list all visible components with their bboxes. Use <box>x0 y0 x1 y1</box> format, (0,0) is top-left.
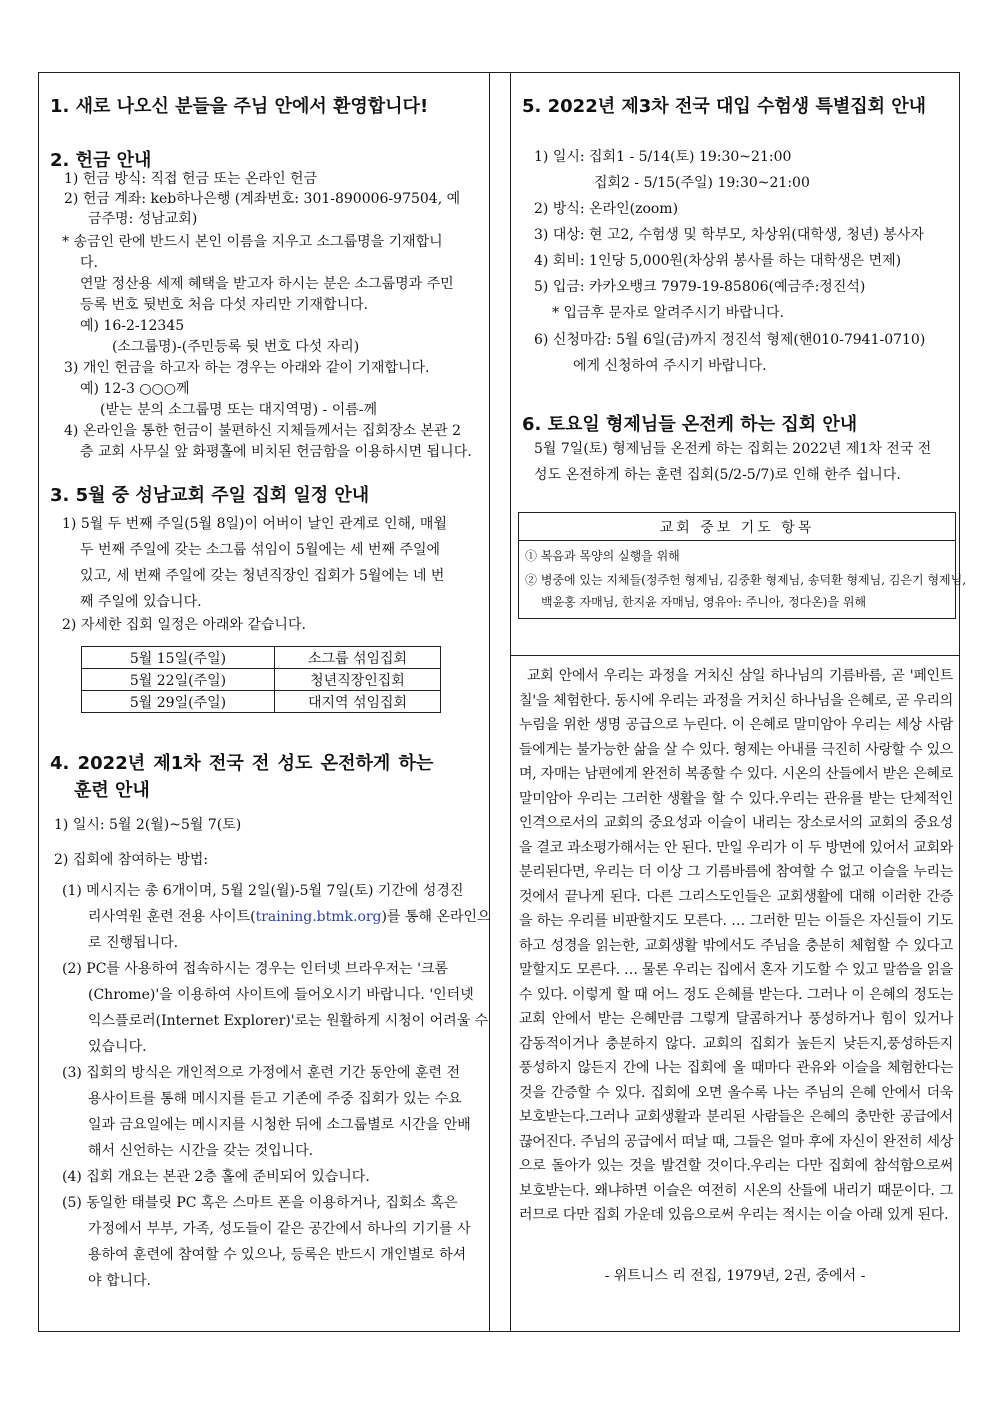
prayer-item: 백윤홍 자매님, 한지윤 자매님, 영유아: 주니아, 정다온)을 위해 <box>541 595 867 609</box>
offering-line: 연말 정산용 세제 혜택을 받고자 하시는 분은 소그룹명과 주민 <box>80 276 454 292</box>
training-method: 2) 집회에 참여하는 방법: <box>54 852 209 868</box>
training-line: (4) 집회 개요는 본관 2층 홀에 준비되어 있습니다. <box>62 1169 370 1185</box>
training-line: 가정에서 부부, 가족, 성도들이 같은 공간에서 하나의 기기를 사 <box>88 1221 471 1237</box>
prayer-item: ② 병중에 있는 지체들(정주헌 형제님, 김중환 형제님, 송덕환 형제님, 김은기 형제님, <box>525 573 967 587</box>
schedule-event: 소그룹 섞임집회 <box>275 647 441 669</box>
table-row <box>82 691 441 713</box>
training-line: 해서 신언하는 시간을 갖는 것입니다. <box>88 1143 314 1159</box>
exam-meeting-line: 3) 대상: 현 고2, 수험생 및 학부모, 차상위(대학생, 청년) 봉사자 <box>534 227 924 243</box>
schedule-table <box>81 646 441 713</box>
exam-meeting-line: 1) 일시: 집회1 - 5/14(토) 19:30~21:00 <box>534 149 792 165</box>
schedule-line: 째 주일에 있습니다. <box>80 594 202 610</box>
table-row <box>82 669 441 691</box>
right-column-divider <box>510 655 960 656</box>
exam-meeting-line: 4) 회비: 1인당 5,000원(차상위 봉사를 하는 대학생은 면제) <box>534 253 902 269</box>
schedule-event: 청년직장인집회 <box>275 669 441 691</box>
schedule-line: 있고, 세 번째 주일에 갖는 청년직장인 집회가 5월에는 네 번 <box>80 568 445 584</box>
offering-line: 다. <box>80 255 98 271</box>
offering-line: (소그룹명)-(주민등록 뒷 번호 다섯 자리) <box>112 339 360 355</box>
training-line: 있습니다. <box>88 1039 147 1055</box>
offering-line: 1) 헌금 방식: 직접 헌금 또는 온라인 헌금 <box>64 171 318 187</box>
offering-line: 층 교회 사무실 앞 화평홀에 비치된 헌금함을 이용하시면 됩니다. <box>80 444 472 460</box>
training-line: (5) 동일한 태블릿 PC 혹은 스마트 폰을 이용하거나, 집회소 혹은 <box>62 1195 458 1211</box>
section6-title: 6. 토요일 형제님들 온전케 하는 집회 안내 <box>522 414 858 435</box>
training-date: 1) 일시: 5월 2(월)~5월 7(토) <box>54 817 242 833</box>
essay-text: 교회 안에서 우리는 과정을 거치신 삼일 하나님의 기름바름, 곧 '페인트칠'을 체험한다. 동시에 우리는 과정을 거치신 하나님을 은혜로, 곧 우리의 누림을 위한 생명 공급으로 누린다. 이 은혜로 말미암아 우리는 세상 사람들에게는 불가능한 삶을 살 수 있다. 형제는 아내를 극진히 사랑할 수 있으며, 자매는 남편에게 완전히 복종할 수 있다. 시온의 산들에서 받은 은혜로 말미암아 우리는 그러한 생활을 할 수 있다.우리는 관유를 받는 단체적인 인격으로서의 교회의 중요성과 이슬이 내리는 장소로서의 교회의 중요성을 결코 과소평가해서는 안 된다. 만일 우리가 이 두 방면에 있어서 교회와 분리된다면, 우리는 더 이상 그 기름바름에 참여할 수 없고 이슬을 누리는 것에서 끝나게 된다. 다른 그리스도인들은 교회생활에 대해 이러한 간증을 하는 우리를 비판할지도 모른다. … 그러한 믿는 이들은 자신들이 기도하고 성경을 읽는한, 교회생활 밖에서도 주님을 충분히 체험할 수 있다고 말할지도 모른다. … 물론 우리는 집에서 혼자 기도할 수 있고 말씀을 읽을 수 있다. 이렇게 할 때 어느 정도 은혜를 받는다. 그러나 이 은혜의 정도는 교회 안에서 받는 은혜만큼 그렇게 달콤하거나 풍성하거나 힘이 있거나 감동적이거나 충분하지 않다. 교회의 집회가 높든지 낮든지,풍성하든지 풍성하지 않든지 간에 나는 집회에 올 때마다 관유와 이슬을 체험한다는것을 간증할 수 있다. 집회에 오면 올수록 나는 주님의 은혜 안에서 더욱 보호받는다.그러나 교회생활과 분리된 사람들은 은혜의 충만한 공급에서 끊어진다. 주님의 공급에서 떠날 때, 그들은 얼마 후에 자신이 완전히 세상으로 돌아가 있는 것을 발견할 것이다.우리는 다만 집회에 참석함으로써 보호받는다. 왜냐하면 이슬은 여전히 시온의 산들에 내리기 때문이다. 그러므로 다만 집회 가운데 있음으로써 우리는 적시는 이슬 아래 있게 된다. <box>519 668 953 1223</box>
section4-title: 4. 2022년 제1차 전국 전 성도 온전하게 하는 <box>50 753 434 774</box>
section1-title: 1. 새로 나오신 분들을 주님 안에서 환영합니다! <box>50 96 429 117</box>
offering-line: 2) 헌금 계좌: keb하나은행 (계좌번호: 301-890006-97504, 예 <box>64 191 461 207</box>
training-line: (Chrome)'을 이용하여 사이트에 들어오시기 바랍니다. '인터넷 <box>88 987 474 1003</box>
offering-line: 예) 12-3 ○○○께 <box>80 381 190 397</box>
section3-title: 3. 5월 중 성남교회 주일 집회 일정 안내 <box>50 485 370 506</box>
schedule-event: 대지역 섞임집회 <box>275 691 441 713</box>
training-line: 익스플로러(Internet Explorer)'로는 원활하게 시청이 어려울 수 <box>88 1013 489 1029</box>
schedule-line: 두 번째 주일에 갖는 소그룹 섞임이 5월에는 세 번째 주일에 <box>80 542 441 558</box>
offering-line: 등록 번호 뒷번호 처음 다섯 자리만 기재합니다. <box>80 297 369 313</box>
schedule-line: 1) 5월 두 번째 주일(5월 8일)이 어버이 날인 관계로 인해, 매월 <box>62 516 447 532</box>
column-divider-right <box>510 72 511 1332</box>
exam-meeting-line: 2) 방식: 온라인(zoom) <box>534 201 679 217</box>
training-line: 일과 금요일에는 메시지를 시청한 뒤에 소그룹별로 시간을 안배 <box>88 1117 471 1133</box>
prayer-item: ① 복음과 목양의 실행을 위해 <box>525 549 680 563</box>
essay-source: - 위트니스 리 전집, 1979년, 2권, 중에서 - <box>604 1268 866 1284</box>
prayer-title: 교회 중보 기도 항목 <box>659 520 815 536</box>
training-line: 용사이트를 통해 메시지를 듣고 기존에 주중 집회가 있는 수요 <box>88 1091 462 1107</box>
section5-title: 5. 2022년 제3차 전국 대입 수험생 특별집회 안내 <box>522 96 927 117</box>
section2-title: 2. 헌금 안내 <box>50 150 152 171</box>
training-line: (1) 메시지는 총 6개이며, 5월 2일(월)-5월 7일(토) 기간에 성경진 <box>62 883 464 899</box>
training-line: 야 합니다. <box>88 1273 151 1289</box>
schedule-date: 5월 22일(주일) <box>82 669 275 691</box>
prayer-divider <box>519 540 955 541</box>
schedule-line: 2) 자세한 집회 일정은 아래와 같습니다. <box>62 617 306 633</box>
training-line: (2) PC를 사용하여 접속하시는 경우는 인터넷 브라우저는 '크롬 <box>62 961 449 977</box>
training-line: 용하여 훈련에 참여할 수 있으나, 등록은 반드시 개인별로 하셔 <box>88 1247 467 1263</box>
offering-line: * 송금인 란에 반드시 본인 이름을 지우고 소그룹명을 기재합니 <box>62 234 443 250</box>
training-line: (3) 집회의 방식은 개인적으로 가정에서 훈련 기간 동안에 훈련 전 <box>62 1065 460 1081</box>
prayer-box <box>518 512 967 619</box>
saturday-meeting-line: 성도 온전하게 하는 훈련 집회(5/2-5/7)로 인해 한주 쉽니다. <box>534 467 901 483</box>
offering-line: 금주명: 성남교회) <box>88 211 198 227</box>
column-divider-left <box>489 72 490 1332</box>
exam-meeting-line: 에게 신청하여 주시기 바랍니다. <box>573 358 767 374</box>
offering-line: 예) 16-2-12345 <box>80 318 185 334</box>
section4-title-cont: 훈련 안내 <box>74 780 150 801</box>
schedule-date: 5월 29일(주일) <box>82 691 275 713</box>
offering-line: (받는 분의 소그룹명 또는 대지역명) - 이름-께 <box>100 402 377 418</box>
training-site-link[interactable]: training.btmk.org <box>255 909 382 925</box>
offering-line: 3) 개인 헌금을 하고자 하는 경우는 아래와 같이 기재합니다. <box>64 360 430 376</box>
exam-meeting-line: 5) 입금: 카카오뱅크 7979-19-85806(예금주:정진석) <box>534 279 866 295</box>
exam-meeting-line: 6) 신청마감: 5월 6일(금)까지 정진석 형제(핸010-7941-0710) <box>534 332 926 348</box>
training-line: 리사역원 훈련 전용 사이트(training.btmk.org)를 통해 온라인으 <box>88 909 491 925</box>
exam-meeting-line: 집회2 - 5/15(주일) 19:30~21:00 <box>594 175 810 191</box>
exam-meeting-line: * 입금후 문자로 알려주시기 바랍니다. <box>552 305 785 321</box>
training-line: 로 진행됩니다. <box>88 935 179 951</box>
offering-line: 4) 온라인을 통한 헌금이 불편하신 지체들께서는 집회장소 본관 2 <box>64 423 461 439</box>
table-row <box>82 647 441 669</box>
saturday-meeting-line: 5월 7일(토) 형제님들 온전케 하는 집회는 2022년 제1차 전국 전 <box>534 441 932 457</box>
schedule-date: 5월 15일(주일) <box>82 647 275 669</box>
